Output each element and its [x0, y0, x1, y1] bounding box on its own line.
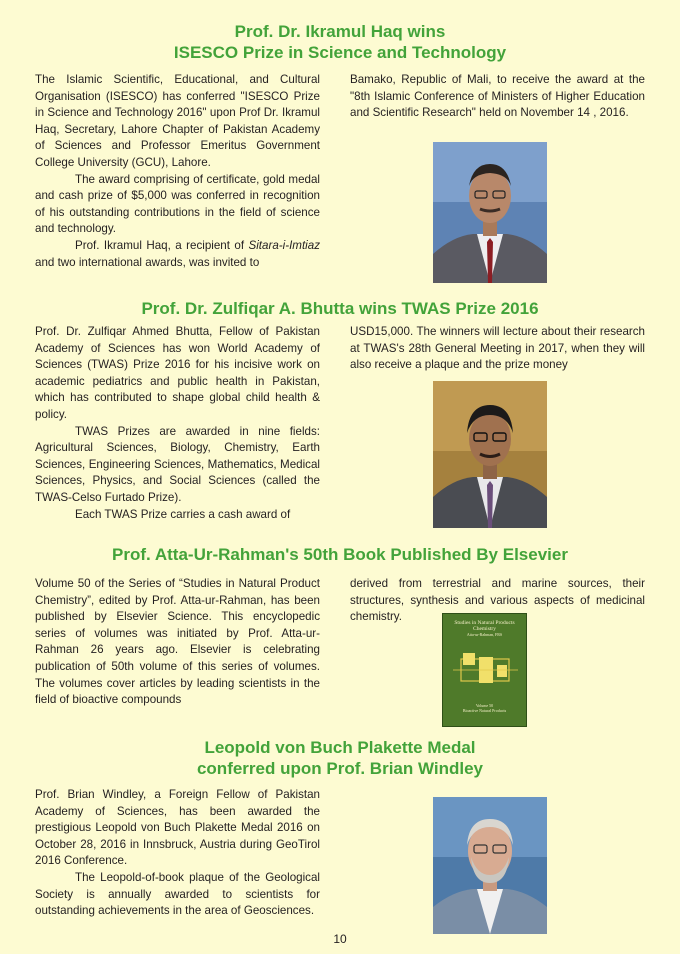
article1-left-column — [35, 72, 320, 271]
article2-title: Prof. Dr. Zulfiqar A. Bhutta wins TWAS Prize 2016 — [141, 299, 539, 318]
book-cover-editor: Atta-ur-Rahman, FRS — [466, 632, 503, 637]
article2-left-column — [35, 324, 320, 523]
ikramul-haq-photo — [433, 142, 547, 283]
brian-windley-photo — [433, 797, 547, 934]
book-cover-subtitle: Bioactive Natural Products — [462, 708, 507, 713]
book-cover-image — [442, 613, 527, 727]
page-number: 10 — [333, 932, 347, 946]
article1-paragraph3: Prof. Ikramul Haq, a recipient of Sitara-i-Imtiaz and two international awards, was invited to — [35, 238, 320, 269]
article2-right-column — [350, 324, 645, 374]
article2-paragraph2: TWAS Prizes are awarded in nine fields: Agricultural Sciences, Biology, Chemistry, Earth Sciences, Engineering Sciences, Mathematics, Medical Sciences, Physics, and Social Sciences (called the TWAS-Celso Furtado Prize). — [35, 424, 320, 504]
book-cover-graphic — [443, 643, 528, 703]
article4-paragraph2: The Leopold-of-book plaque of the Geological Society is annually awarded to scientists for outstanding achievements in the area of Geosciences. — [35, 870, 320, 918]
article4-paragraph1: Prof. Brian Windley, a Foreign Fellow of Pakistan Academy of Sciences, has been awarded the prestigious Leopold von Buch Plakette Medal 2016 on October 28, 2016 in Innsbruck, Austria during GeoTirol 2016 Conference. — [35, 788, 320, 868]
article1-paragraph1: The Islamic Scientific, Educational, and Cultural Organisation (ISESCO) has conferred "ISESCO Prize in Science and Technology 2016" upon Prof Dr. Ikramul Haq, Secretary, Lahore Chapter of Pakistan Academy of Sciences and Professor Emeritus Government College University (GCU), Lahore. — [35, 73, 320, 169]
article3-title: Prof. Atta-Ur-Rahman's 50th Book Published By Elsevier — [112, 545, 568, 564]
article4-title-line2: conferred upon Prof. Brian Windley — [196, 759, 484, 778]
article2-paragraph1: Prof. Dr. Zulfiqar Ahmed Bhutta, Fellow of Pakistan Academy of Sciences has won World Academy of Sciences (TWAS) Prize 2016 for his incisive work on academic pediatrics and public health in Pakistan, which has contributed to shape global child health & policy. — [35, 325, 320, 421]
article4-title-line1: Leopold von Buch Plakette Medal — [204, 738, 476, 757]
article1-paragraph2: The award comprising of certificate, gold medal and cash prize of $5,000 was conferred in recognition of his outstanding contributions in the field of science and technology. — [35, 172, 320, 236]
zulfiqar-bhutta-photo — [433, 381, 547, 528]
article1-title-line1: Prof. Dr. Ikramul Haq wins — [234, 22, 446, 41]
book-cover-volume: Volume 50 — [475, 703, 494, 708]
article4-left-column — [35, 787, 320, 920]
article3-right-paragraph: derived from terrestrial and marine sources, their structures, synthesis and various aspects of medicinal chemistry. — [350, 577, 645, 624]
article2-paragraph3: Each TWAS Prize carries a cash award of — [75, 507, 291, 521]
article1-title-line2: ISESCO Prize in Science and Technology — [173, 43, 507, 62]
article2-right-paragraph: USD15,000. The winners will lecture about their research at TWAS's 28th General Meeting in 2017, when they will also receive a plaque and the prize money — [350, 325, 645, 372]
article1-right-paragraph: Bamako, Republic of Mali, to receive the award at the "8th Islamic Conference of Ministers of Higher Education and Scientific Research" held on November 14 , 2016. — [350, 73, 645, 120]
article3-left-column — [35, 576, 320, 709]
article3-paragraph1: Volume 50 of the Series of “Studies in Natural Product Chemistry”, edited by Prof. Atta-ur-Rahman, has been published by Elsevier Science. This encyclopedic series of volumes was initiated by Prof. Atta-ur-Rahman 26 years ago. Elsevier is celebrating publication of 50th volume of this series of volumes. The volumes cover articles by leading scientists in the field of bioactive compounds — [35, 577, 320, 707]
book-cover-title: Studies in Natural Products Chemistry — [454, 620, 515, 632]
article1-right-column — [350, 72, 645, 122]
